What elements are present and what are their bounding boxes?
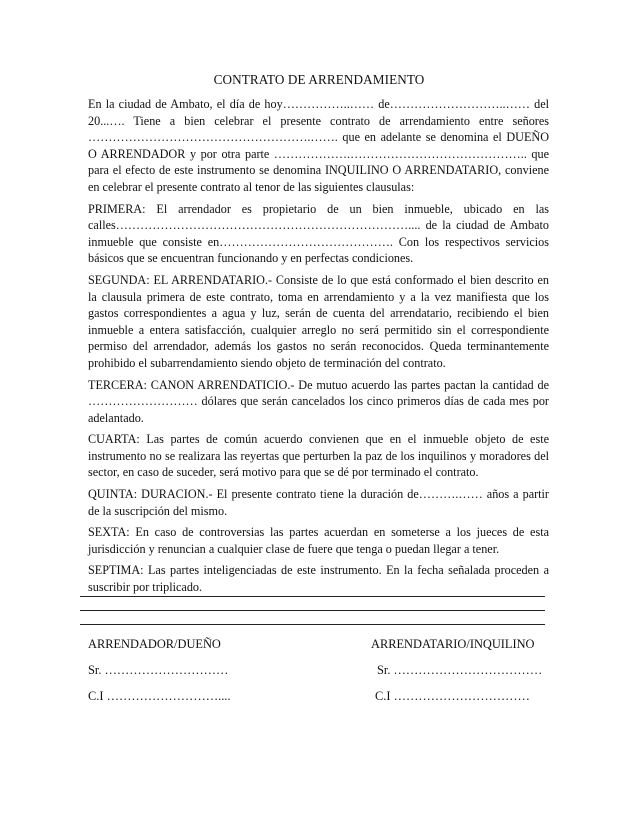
clause-segunda: SEGUNDA: EL ARRENDATARIO.- Consiste de lo que está conformado el bien descrito en la clausula primera de este contrato, toma en arrendamiento y a la vez manifiesta que los gastos correspondientes a agua y luz, serán de cuenta del arrendatario, recibiendo el bien inmueble a entera satisfacción, cualquier arreglo no será permitido sin el correspondiente permiso del arrendador, además los gastos no serán reconocidos. Queda terminantemente prohibido el subarrendamiento siendo objeto de terminación del contrato.: [88, 272, 549, 370]
signature-rule-2: [80, 610, 545, 611]
landlord-role-label: ARRENDADOR/DUEÑO: [88, 637, 221, 651]
clause-sexta: SEXTA: En caso de controversias las partes acuerdan en someterse a los jueces de esta jurisdicción y renuncian a cualquier clase de fuere que tenga o puedan llegar a tener.: [88, 525, 549, 556]
clause-cuarta: CUARTA: Las partes de común acuerdo convienen que en el inmueble objeto de este instrumento no se realizara las reyertas que perturben la paz de los inquilinos y moradores del sector, en caso de suceder, será motivo para que se dé por terminado el contrato.: [88, 432, 549, 480]
tenant-role-label: ARRENDATARIO/INQUILINO: [371, 637, 535, 651]
landlord-name-line: Sr. …………………………: [88, 663, 229, 677]
tenant-id-line: C.I ……………………………: [375, 689, 530, 703]
clause-primera: PRIMERA: El arrendador es propietario de un bien inmueble, ubicado en las calles……………………………………………………………….... de la ciudad de Ambato inmueble que consiste en……………………………………. Con los respectivos servicios básicos que se encuentran funcionando y en perfectas condiciones.: [88, 201, 549, 266]
clause-septima: SEPTIMA: Las partes inteligenciadas de este instrumento. En la fecha señalada proceden a suscribir por triplicado.: [88, 563, 549, 595]
clause-quinta: QUINTA: DURACION.- El presente contrato tiene la duración de……….…… años a partir de la suscripción del mismo.: [88, 487, 549, 518]
signature-rule-1: [80, 596, 545, 597]
clause-tercera: TERCERA: CANON ARRENDATICIO.- De mutuo acuerdo las partes pactan la cantidad de ……………………… dólares que serán cancelados los cinco primeros días de cada mes por adelantado.: [88, 377, 549, 425]
tenant-name-line: Sr. ………………………………: [377, 663, 543, 677]
intro-paragraph: En la ciudad de Ambato, el día de hoy……………..…… de………………………..…… del 20...…. Tiene a bien celebrar el presente contrato de arrendamiento entre señores ……………………………………………….……. que en adelante se denomina el DUEÑO O ARRENDADOR y por otra parte ……………….…………………………………….. que para el efecto de este instrumento se denomina INQUILINO O ARRENDATARIO, conviene en celebrar el presente contrato al tenor de las siguientes clausulas:: [88, 97, 549, 194]
document-title: CONTRATO DE ARRENDAMIENTO: [213, 72, 425, 87]
contract-body: [88, 96, 549, 601]
signature-rule-3: [80, 624, 545, 625]
landlord-id-line: C.I ………………………....: [88, 689, 231, 703]
